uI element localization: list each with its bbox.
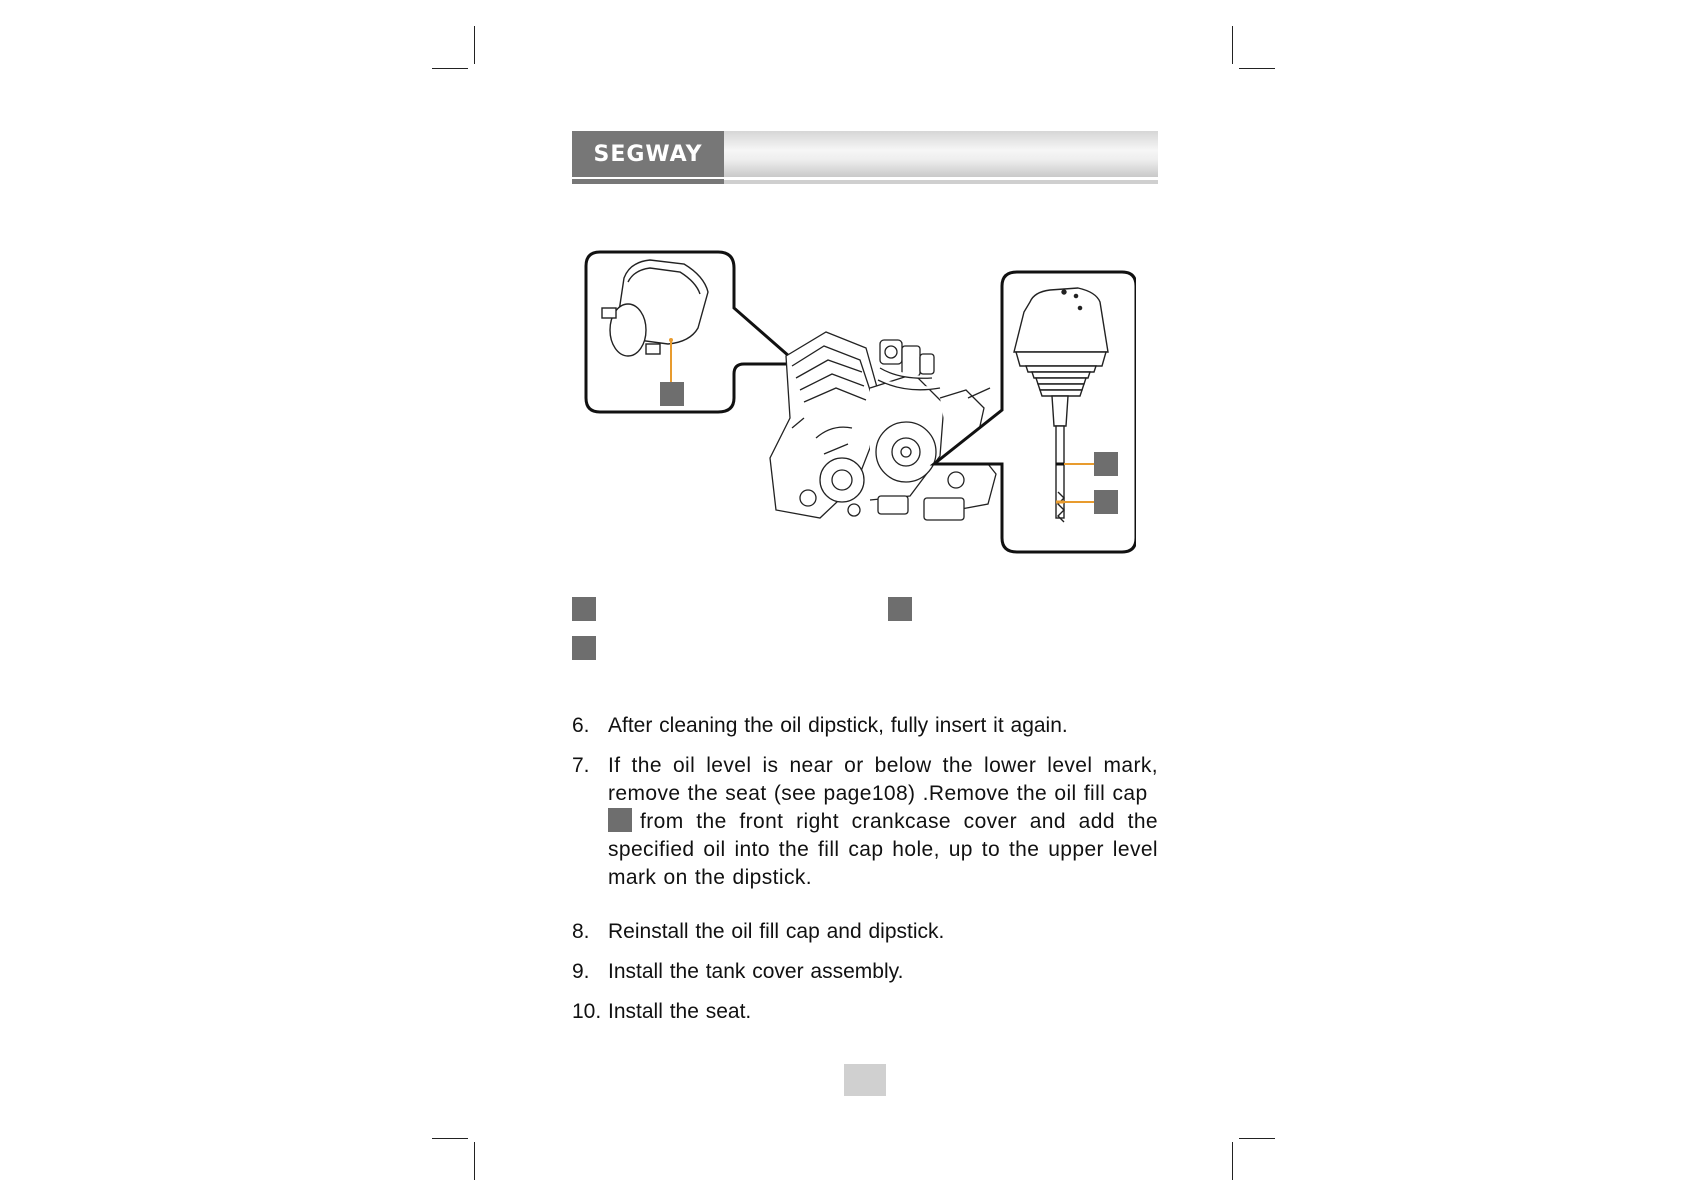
step-8	[572, 918, 1158, 946]
header-rule	[724, 180, 1158, 184]
page-header	[572, 131, 1158, 185]
step-number: 6.	[572, 714, 590, 737]
step-number: 7.	[572, 754, 590, 777]
step-number: 8.	[572, 920, 590, 943]
step-number: 9.	[572, 960, 590, 983]
step-7	[572, 752, 1158, 892]
step-10	[572, 998, 1158, 1026]
crop-mark	[432, 68, 468, 69]
step-text-part: If the oil level is near or below the lower level mark, remove the seat (see page108) .Remove the oil fill cap	[608, 754, 1158, 805]
step-9	[572, 958, 1158, 986]
step-text	[608, 752, 1158, 892]
step-text: Install the seat.	[608, 1000, 752, 1023]
crop-mark	[1232, 1142, 1233, 1180]
crop-mark	[474, 1142, 475, 1180]
step-6	[572, 712, 1158, 740]
header-gradient-bar	[724, 131, 1158, 177]
inline-callout-box	[608, 808, 632, 832]
legend-callout-box	[888, 597, 912, 621]
engine-drawing	[770, 332, 996, 520]
engine-oil-dipstick-illustration	[580, 248, 1136, 556]
callout-box-fill-cap	[660, 382, 684, 406]
callout-box-upper-mark	[1094, 452, 1118, 476]
callout-box-lower-mark	[1094, 490, 1118, 514]
page-number-box	[844, 1064, 886, 1096]
legend-callout-box	[572, 636, 596, 660]
step-text: Install the tank cover assembly.	[608, 960, 904, 983]
crop-mark	[1232, 26, 1233, 64]
step-number: 10.	[572, 1000, 602, 1023]
header-rule	[572, 179, 724, 184]
crop-mark	[432, 1138, 468, 1139]
crop-mark	[1239, 1138, 1275, 1139]
segway-logo: SEGWAY	[572, 131, 724, 177]
step-text: Reinstall the oil fill cap and dipstick.	[608, 920, 945, 943]
step-text: After cleaning the oil dipstick, fully insert it again.	[608, 714, 1068, 737]
crop-mark	[1239, 68, 1275, 69]
crop-mark	[474, 26, 475, 64]
instruction-steps	[572, 712, 1158, 1026]
legend-callout-box	[572, 597, 596, 621]
step-text-part: from the front right crankcase cover and add the specified oil into the fill cap hole, up to the upper level mark on the dipstick.	[608, 810, 1158, 889]
